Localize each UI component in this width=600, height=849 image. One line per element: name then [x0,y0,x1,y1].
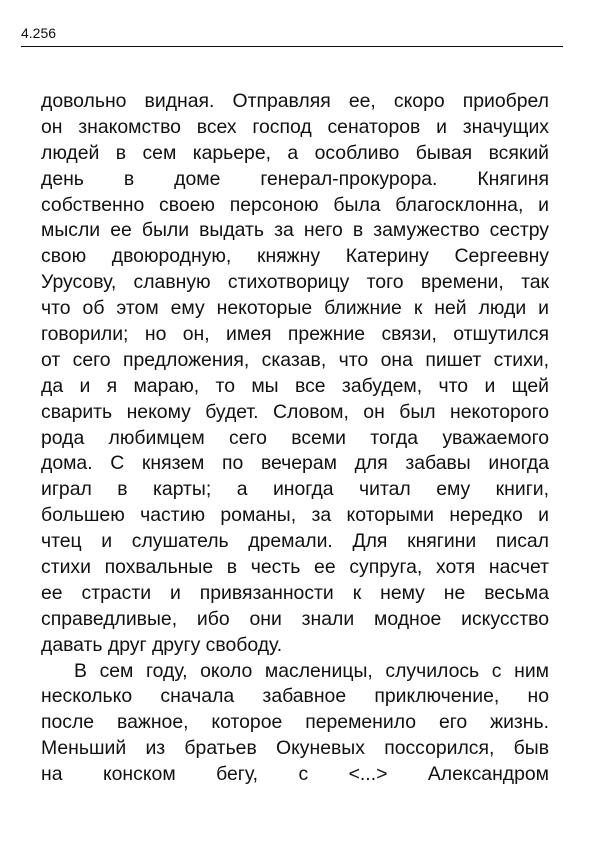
page-number: 4.256 [21,25,57,41]
text-line: говорили; но он, имея прежние связи, отшутился [41,323,549,346]
text-line: собственно своею персоною была благосклонна, и [41,193,549,216]
text-line: большею частию романы, за которыми нередко и [41,504,549,527]
text-line: что об этом ему некоторые ближние к ней люди и [41,297,549,320]
text-line: от сего предложения, сказав, что она пишет стихи, [41,348,549,371]
text-line: да и я мараю, то мы все забудем, что и щей [41,374,549,397]
text-line: ее страсти и привязанности к нему не весьма [41,581,549,604]
text-line: справедливые, ибо они знали модное искусство [41,607,549,630]
text-line: после важное, которое переменило его жизнь. [41,711,549,734]
text-line: В сем году, около масленицы, случилось с ним [74,659,549,682]
text-line: на конском бегу, с <...> Александром [41,763,549,786]
text-line: дома. С князем по вечерам для забавы иногда [41,452,549,475]
text-line: сварить некому будет. Словом, он был некоторого [41,400,549,423]
text-line: довольно видная. Отправляя ее, скоро приобрел [41,90,549,112]
text-line: день в доме генерал-прокурора. Княгиня [41,167,549,190]
text-line: рода любимцем сего всеми тогда уважаемого [41,426,549,449]
text-line: давать друг другу свободу. [41,633,283,656]
text-line: свою двоюродную, княжну Катерину Сергеевну [41,245,549,268]
paragraph [41,89,549,659]
text-line: Меньший из братьев Окуневых поссорился, быв [41,737,549,760]
text-line: мысли ее были выдать за него в замужество сестру [41,219,549,242]
text-line: Урусову, славную стихотворицу того времени, так [41,271,549,294]
header-divider [21,46,563,47]
body-text [41,89,549,788]
text-line: играл в карты; а иногда читал ему книги, [41,478,549,501]
text-line: несколько сначала забавное приключение, но [41,685,549,708]
text-line: людей в сем карьере, а особливо бывая всякий [41,141,549,164]
text-line: чтец и слушатель дремали. Для княгини писал [41,530,549,553]
paragraph [41,659,549,788]
text-line: стихи похвальные в честь ее супруга, хотя насчет [41,556,549,579]
text-line: он знакомство всех господ сенаторов и значущих [41,115,549,138]
